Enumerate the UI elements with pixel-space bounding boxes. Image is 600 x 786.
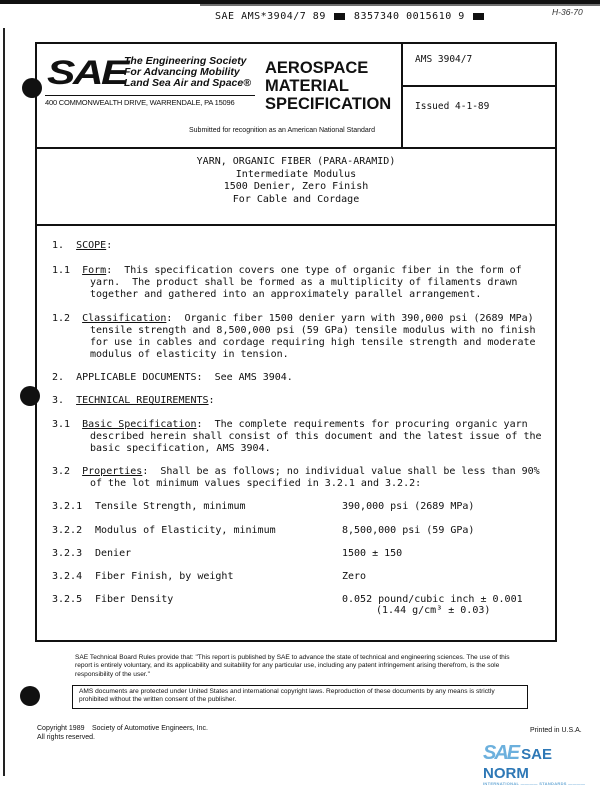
spec-title-line: AEROSPACE bbox=[265, 59, 369, 77]
property-value: 0.052 pound/cubic inch ± 0.001 bbox=[342, 594, 523, 605]
property-value: 1500 ± 150 bbox=[342, 548, 403, 559]
text-line: yarn. The product shall be formed as a multiplicity of filaments drawn bbox=[90, 277, 518, 288]
issue-date: Issued 4-1-89 bbox=[415, 101, 490, 112]
section-3-2: 3.2 Properties: Shall be as follows; no individual value shall be less than 90% bbox=[52, 466, 540, 477]
section-1-1: 1.1 Form: This specification covers one type of organic fiber in the form of bbox=[52, 265, 522, 276]
section-title: Form bbox=[82, 265, 107, 276]
section-text: APPLICABLE DOCUMENTS: See AMS 3904. bbox=[76, 372, 293, 383]
section-number: 1.2 bbox=[52, 313, 71, 324]
property-number: 3.2.2 bbox=[52, 525, 83, 536]
title-line: YARN, ORGANIC FIBER (PARA-ARAMID) bbox=[196, 156, 396, 167]
section-number: 1. bbox=[52, 240, 65, 251]
masthead bbox=[37, 44, 403, 147]
handwritten-note: H-36-70 bbox=[552, 7, 583, 17]
rights-text: All rights reserved. bbox=[37, 733, 95, 741]
technical-board-notice: SAE Technical Board Rules provide that: "This report is published by SAE to advance the state of technical and engineering sciences. The use of this report is entirely voluntary, and its applicability and suitability for any particular use, including any patent infringement arising therefrom, is the sole responsibility of the user." bbox=[75, 654, 510, 678]
section-number: 3.1 bbox=[52, 419, 71, 430]
copyright-notice-box: AMS documents are protected under United States and international copyright laws. Reproduction of these documents by any means is strictly prohibited without the written consent of the publisher. bbox=[72, 685, 528, 709]
section-number: 1.1 bbox=[52, 265, 71, 276]
text-line: This specification covers one type of organic fiber in the form of bbox=[124, 265, 522, 276]
sae-logo: SAE bbox=[47, 54, 127, 92]
text-line: described herein shall consist of this document and the latest issue of the bbox=[90, 431, 542, 442]
section-title: Basic Specification bbox=[82, 419, 197, 430]
text-line: modulus of elasticity in tension. bbox=[90, 349, 289, 360]
property-value: Zero bbox=[342, 571, 367, 582]
divider bbox=[45, 95, 255, 96]
text-line: Organic fiber 1500 denier yarn with 390,000 psi (2689 MPa) bbox=[184, 313, 534, 324]
text-line: for use in cables and cordage requiring high tensile strength and moderate bbox=[90, 337, 536, 348]
property-label: Modulus of Elasticity, minimum bbox=[95, 525, 276, 536]
text-line: The complete requirements for procuring organic yarn bbox=[214, 419, 528, 430]
doc-number-box bbox=[403, 44, 557, 87]
punctuation: : bbox=[208, 395, 215, 406]
doc-number: AMS 3904/7 bbox=[415, 54, 473, 65]
scan-left-edge bbox=[3, 28, 5, 776]
sae-tagline bbox=[124, 56, 251, 89]
property-number: 3.2.5 bbox=[52, 594, 83, 605]
property-number: 3.2.1 bbox=[52, 501, 83, 512]
address: 400 COMMONWEALTH DRIVE, WARRENDALE, PA 15096 bbox=[45, 98, 235, 107]
spec-type-title bbox=[265, 59, 391, 113]
tagline-line: For Advancing Mobility bbox=[124, 66, 240, 78]
section-3-heading bbox=[52, 395, 215, 407]
section-number: 3. bbox=[52, 395, 65, 406]
title-line: Intermediate Modulus bbox=[235, 168, 357, 180]
divider bbox=[37, 147, 555, 149]
property-label: Fiber Finish, by weight bbox=[95, 571, 234, 582]
copyright-line bbox=[37, 725, 95, 742]
specification-frame bbox=[35, 42, 557, 642]
ansi-note: Submitted for recognition as an American National Standard bbox=[189, 127, 375, 134]
property-value: 390,000 psi (2689 MPa) bbox=[342, 501, 475, 512]
property-label: Denier bbox=[95, 548, 132, 559]
section-number: 2. bbox=[52, 372, 65, 383]
divider bbox=[37, 224, 555, 226]
text-line: of the lot minimum values specified in 3.2.1 and 3.2.2: bbox=[90, 478, 422, 489]
scan-top-border-secondary bbox=[200, 4, 600, 6]
printed-in: Printed in U.S.A. bbox=[530, 727, 582, 734]
spec-title-line: MATERIAL bbox=[265, 77, 350, 95]
text-line: Shall be as follows; no individual value shall be less than 90% bbox=[160, 466, 540, 477]
property-value-metric: (1.44 g/cm³ ± 0.03) bbox=[376, 605, 491, 616]
title-line: For Cable and Cordage bbox=[232, 193, 360, 205]
sae-norm-watermark bbox=[483, 742, 600, 786]
document-code: SAE AMS*3904/7 89 bbox=[215, 11, 326, 22]
issue-box bbox=[403, 87, 557, 147]
section-number: 3.2 bbox=[52, 466, 71, 477]
copyright-text: Copyright 1989 bbox=[37, 725, 85, 732]
punch-hole-icon bbox=[20, 686, 40, 706]
section-1-2: 1.2 Classification: Organic fiber 1500 denier yarn with 390,000 psi (2689 MPa) bbox=[52, 313, 534, 324]
redaction-block-icon bbox=[473, 13, 484, 20]
punctuation: : bbox=[106, 240, 113, 251]
spec-title-line: SPECIFICATION bbox=[265, 95, 392, 113]
section-1-heading bbox=[52, 240, 112, 252]
property-number: 3.2.3 bbox=[52, 548, 83, 559]
redaction-block-icon bbox=[334, 13, 345, 20]
property-label: Fiber Density bbox=[95, 594, 174, 605]
property-value: 8,500,000 psi (59 GPa) bbox=[342, 525, 475, 536]
watermark-text: SAE NORM bbox=[483, 746, 552, 782]
section-title: Classification bbox=[82, 313, 167, 324]
text-line: basic specification, AMS 3904. bbox=[90, 443, 271, 454]
scan-header-code bbox=[215, 11, 486, 22]
tagline-line: Land Sea Air and Space® bbox=[124, 77, 251, 89]
document-title bbox=[37, 156, 555, 206]
text-line: tensile strength and 8,500,000 psi (59 GPa) tensile modulus with no finish bbox=[90, 325, 536, 336]
section-2 bbox=[52, 372, 293, 384]
section-title: TECHNICAL REQUIREMENTS bbox=[76, 395, 209, 406]
publisher: Society of Automotive Engineers, Inc. bbox=[92, 725, 208, 732]
title-line: 1500 Denier, Zero Finish bbox=[223, 181, 369, 192]
document-serial: 8357340 0015610 9 bbox=[353, 11, 465, 22]
text-line: together and gathered into an approximately parallel arrangement. bbox=[90, 289, 482, 300]
property-label: Tensile Strength, minimum bbox=[95, 501, 246, 512]
property-number: 3.2.4 bbox=[52, 571, 83, 582]
sae-watermark-logo: SAE bbox=[483, 742, 519, 764]
section-title: SCOPE bbox=[76, 240, 107, 251]
tagline-line: The Engineering Society bbox=[124, 55, 247, 67]
watermark-subtext: INTERNATIONAL ———— STANDARDS ———— bbox=[483, 781, 586, 786]
section-title: Properties bbox=[82, 466, 143, 477]
section-3-1: 3.1 Basic Specification: The complete requirements for procuring organic yarn bbox=[52, 419, 528, 430]
